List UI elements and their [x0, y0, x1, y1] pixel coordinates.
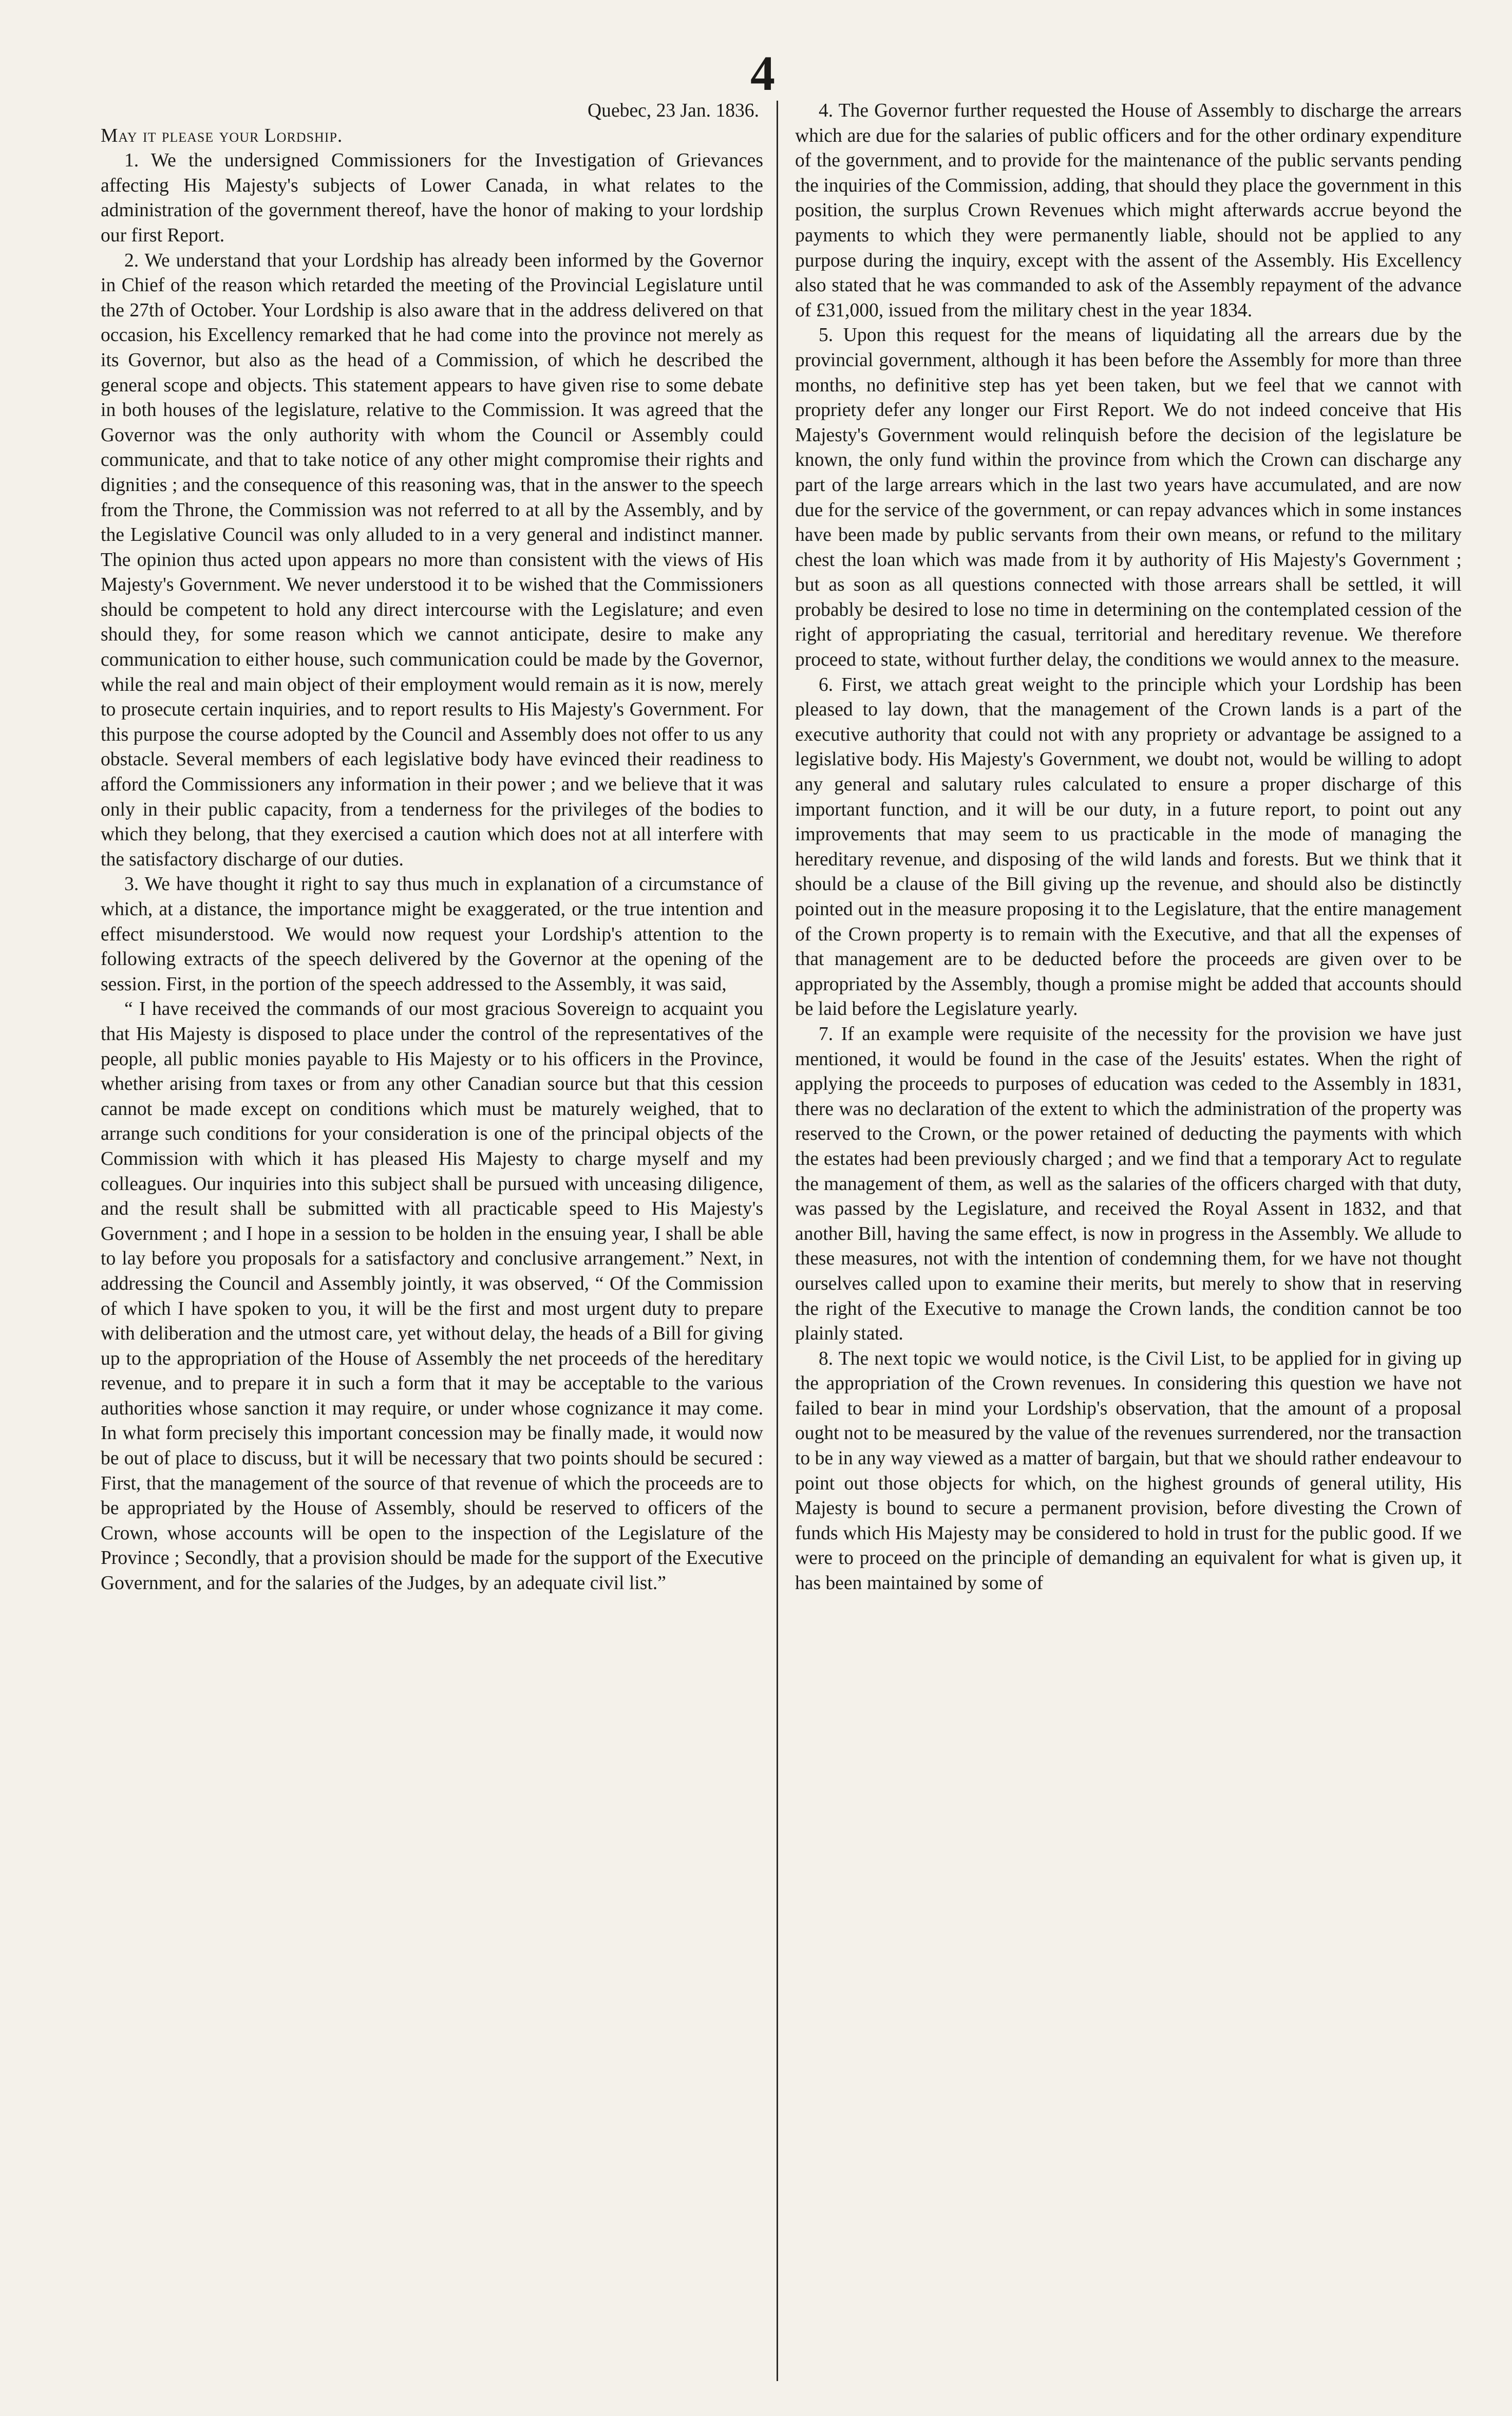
salutation: May it please your Lordship.: [101, 125, 343, 146]
paragraph-4: 4. The Governor further requested the House of Assembly to discharge the arrears which are due for the salaries of public officers and for the other ordinary expenditure of the government, and to provide for the maintenance of the public servants pending the inquiries of the Commission, adding, that should they place the government in this position, the surplus Crown Revenues which might afterwards accrue beyond the payments to which they were permanently liable, should not be applied to any purpose during the inquiry, except with the assent of the Assembly. His Excellency also stated that he was commanded to ask of the Assembly repayment of the advance of £31,000, issued from the military chest in the year 1834.: [795, 100, 1462, 321]
page-number: 4: [750, 46, 775, 101]
paragraph-6: 6. First, we attach great weight to the principle which your Lordship has been pleased to lay down, that the management of the Crown lands is a part of the executive authority that could not with any propriety or advantage be assigned to a legislative body. His Majesty's Government, we doubt not, would be willing to adopt any general and salutary rules calculated to ensure a proper discharge of this important function, and it will be our duty, in a future report, to point out any improvements that may seem to us practicable in the mode of managing the hereditary revenue, and disposing of the wild lands and forests. But we think that it should be a clause of the Bill giving up the revenue, and should also be distinctly pointed out in the measure proposing it to the Legislature, that the entire management of the Crown property is to remain with the Executive, and that all the expenses of that management are to be deducted before the proceeds are given over to be appropriated by the Assembly, though a promise might be added that accounts should be laid before the Legislature yearly.: [795, 674, 1462, 1020]
right-column: [795, 99, 1462, 2389]
dateline: Quebec, 23 Jan. 1836.: [588, 100, 759, 121]
paragraph-7: 7. If an example were requisite of the necessity for the provision we have just mentioned, it would be found in the case of the Jesuits' estates. When the right of applying the proceeds to purposes of education was ceded to the Assembly in 1831, there was no declaration of the extent to which the administration of the property was reserved to the Crown, or the power retained of deducting the payments with which the estates had been previously charged ; and we find that a temporary Act to regulate the management of them, as well as the salaries of the officers charged with that duty, was passed by the Legislature, and received the Royal Assent in 1832, and that another Bill, having the same effect, is now in progress in the Assembly. We allude to these measures, not with the intention of condemning them, for we have not thought ourselves called upon to examine their merits, but merely to show that in reserving the right of the Executive to manage the Crown lands, the condition cannot be too plainly stated.: [795, 1023, 1462, 1345]
left-column: [101, 99, 763, 2389]
column-divider: [777, 101, 778, 2381]
paragraph-5: 5. Upon this request for the means of liquidating all the arrears due by the provincial government, although it has been before the Assembly for more than three months, no definitive step has yet been taken, but we feel that we cannot with propriety defer any longer our First Report. We do not indeed conceive that His Majesty's Government would relinquish before the decision of the legislature be known, the only fund within the province from which the Crown can discharge any part of the large arrears which in the last two years have accumulated, and are now due for the service of the government, or can repay advances which in some instances have been made by public servants from their own means, or refund to the military chest the loan which was made from it by authority of His Majesty's Government ; but as soon as all questions connected with those arrears shall be settled, it will probably be desired to lose no time in determining on the contemplated cession of the right of appropriating the casual, territorial and hereditary revenue. We therefore proceed to state, without further delay, the conditions we would annex to the measure.: [795, 325, 1462, 671]
paragraph-2: 2. We understand that your Lordship has already been informed by the Governor in Chief of the reason which retarded the meeting of the Provincial Legislature until the 27th of October. Your Lordship is also aware that in the address delivered on that occasion, his Excellency remarked that he had come into the province not merely as its Governor, but also as the head of a Commission, of which he described the general scope and objects. This statement appears to have given rise to some debate in both houses of the legislature, relative to the Commission. It was agreed that the Governor was the only authority with whom the Council or Assembly could communicate, and that to take notice of any other might compromise their rights and dignities ; and the consequence of this reasoning was, that in the answer to the speech from the Throne, the Commission was not referred to at all by the Assembly, and by the Legislative Council was only alluded to in a very general and indistinct manner. The opinion thus acted upon appears no more than consistent with the views of His Majesty's Government. We never understood it to be wished that the Commissioners should be competent to hold any direct intercourse with the Legislature; and even should they, for some reason which we cannot anticipate, desire to make any communication to either house, such communication could be made by the Governor, while the real and main object of their employment would remain as it is now, merely to prosecute certain inquiries, and to report results to His Majesty's Government. For this purpose the course adopted by the Council and Assembly does not offer to us any obstacle. Several members of each legislative body have evinced their readiness to afford the Commissioners any information in their power ; and we believe that it was only in their public capacity, from a tenderness for the privileges of the bodies to which they belong, that they exercised a caution which does not at all interfere with the satisfactory discharge of our duties.: [101, 250, 763, 870]
paragraph-3: 3. We have thought it right to say thus much in explanation of a circumstance of which, at a distance, the importance might be exaggerated, or the true intention and effect misunderstood. We would now request your Lordship's attention to the following extracts of the speech delivered by the Governor at the opening of the session. First, in the portion of the speech addressed to the Assembly, it was said,: [101, 874, 763, 995]
paragraph-1: 1. We the undersigned Commissioners for the Investigation of Grievances affecting His Majesty's subjects of Lower Canada, in what relates to the administration of the government thereof, have the honor of making to your lordship our first Report.: [101, 150, 763, 246]
speech-quotation: “ I have received the commands of our most gracious Sovereign to acquaint you that His Majesty is disposed to place under the control of the representatives of the people, all public monies payable to His Majesty or to his officers in the Province, whether arising from taxes or from any other Canadian source but that this cession cannot be made except on conditions which must be maturely weighed, that to arrange such conditions for your consideration is one of the principal objects of the Commission with which it has pleased His Majesty to charge myself and my colleagues. Our inquiries into this subject shall be pursued with unceasing diligence, and the result shall be submitted with all practicable speed to His Majesty's Government ; and I hope in a session to be holden in the ensuing year, I shall be able to lay before you proposals for a satisfactory and conclusive arrangement.” Next, in addressing the Council and Assembly jointly, it was observed, “ Of the Commission of which I have spoken to you, it will be the first and most urgent duty to prepare with deliberation and the utmost care, yet without delay, the heads of a Bill for giving up to the appropriation of the House of Assembly the net proceeds of the hereditary revenue, and to prepare it in such a form that it may be acceptable to the various authorities whose sanction it may require, or under whose cognizance it may come. In what form precisely this important concession may be finally made, it would now be out of place to discuss, but it will be necessary that two points should be secured : First, that the management of the source of that revenue of which the proceeds are to be appropriated by the House of Assembly, should be reserved to officers of the Crown, whose accounts will be open to the inspection of the Legislature of the Province ; Secondly, that a provision should be made for the support of the Executive Government, and for the salaries of the Judges, by an adequate civil list.”: [101, 998, 763, 1594]
paragraph-8: 8. The next topic we would notice, is the Civil List, to be applied for in giving up the appropriation of the Crown revenues. In considering this question we have not failed to bear in mind your Lordship's observation, that the amount of a proposal ought not to be measured by the value of the revenues surrendered, nor the transaction to be in any way viewed as a matter of bargain, but that we should rather endeavour to point out those objects for which, on the highest grounds of general utility, His Majesty is bound to secure a permanent provision, before divesting the Crown of funds which His Majesty may be considered to hold in trust for the public good. If we were to proceed on the principle of demanding an equivalent for what is given up, it has been maintained by some of: [795, 1348, 1462, 1594]
